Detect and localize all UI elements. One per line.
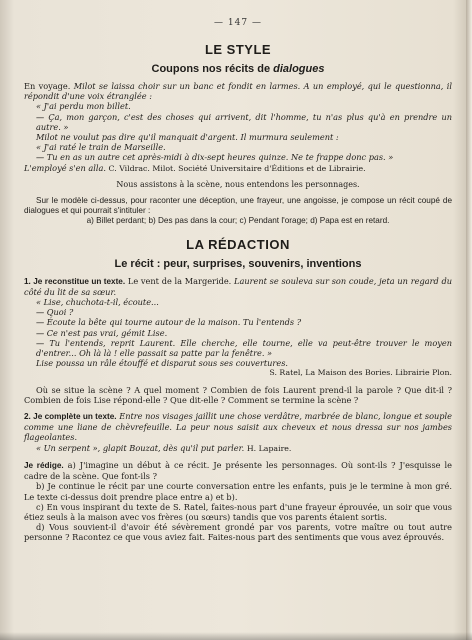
page-shadow bbox=[0, 632, 472, 640]
page-edge bbox=[466, 0, 472, 640]
style-dialogue-line: « J'ai raté le train de Marseille. bbox=[36, 142, 166, 153]
ex1-dialogue-line: — Tu l'entends, reprit Laurent. Elle cherche, elle tourne, elle va peut-être trouver le moyen d'entrer... Oh là là ! elle passait sa patte par la fenêtre. » bbox=[36, 337, 452, 359]
redige-d: d) Vous souvient-il d'avoir été sévèrement grondé par vos parents, votre maître ou tout autre personne ? Racontez ce que vous aviez fait. Faites-nous part des sentiments que vous avez éprouvés. bbox=[24, 522, 452, 543]
ex2-quote: « Un serpent », glapit Bouzat, dès qu'il put parler. bbox=[36, 442, 245, 453]
redige-para bbox=[24, 460, 452, 481]
ex2-source: H. Lapaire. bbox=[246, 443, 292, 453]
redaction-title: LA RÉDACTION bbox=[186, 236, 290, 252]
ex1-dialogue-line: « Lise, chuchota-t-il, écoute... bbox=[36, 297, 159, 308]
redaction-subtitle: Le récit : peur, surprises, souvenirs, inventions bbox=[114, 257, 362, 270]
style-exercise: Sur le modèle ci-dessus, pour raconter une déception, une frayeur, une angoisse, je compose un récit coupé de dialogues et qui pourrait s'intituler : bbox=[24, 196, 452, 216]
style-title: LE STYLE bbox=[204, 42, 272, 57]
ex2-body: Entre nos visages jaillit une chose verdâtre, marbrée de blanc, longue et souple comme une liane de chèvrefeuille. La peur nous saisit aux cheveux et nous dressa sur nos jambes flageolantes. bbox=[24, 411, 452, 443]
style-dialogue-line: Milot ne voulut pas dire qu'il manquait d'argent. Il murmura seulement : bbox=[36, 132, 339, 143]
ex2-text bbox=[24, 411, 452, 443]
ex1-source: S. Ratel, La Maison des Bories. Librairie Plon. bbox=[269, 368, 452, 378]
style-dialogue-line: — Ça, mon garçon, c'est des choses qui arrivent, dit l'homme, tu n'as plus qu'à en prendre un autre. » bbox=[36, 111, 452, 132]
style-subtitle-text: Coupons nos récits de bbox=[151, 63, 274, 75]
style-dialogue-line: — Tu en as un autre cet après-midi à dix-sept heures quinze. Ne te frappe donc pas. » bbox=[36, 152, 394, 163]
style-subtitle-italic: dialogues bbox=[273, 63, 325, 75]
ex1-dialogue-line: — Ce n'est pas vrai, gémit Lise. bbox=[36, 327, 168, 338]
style-intro-lead: En voyage. bbox=[24, 81, 74, 91]
page-content bbox=[24, 18, 452, 543]
ex1-questions: Où se situe la scène ? A quel moment ? Combien de fois Laurent prend-il la parole ? Que dit-il ? Combien de fois Lise répond-elle ? Que dit-elle ? Comment se termine la scène ? bbox=[24, 384, 452, 405]
redige-heading: Je rédige. bbox=[24, 460, 64, 470]
style-intro-text: Milot se laissa choir sur un banc et fondit en larmes. A un employé, qui le questionna, il répondit d'une voix étranglée : bbox=[24, 81, 452, 102]
style-options: a) Billet perdant; b) Des pas dans la cour; c) Pendant l'orage; d) Papa est en retard. bbox=[86, 216, 390, 226]
style-source: C. Vildrac. Milot. Société Universitaire d'Éditions et de Librairie. bbox=[108, 163, 366, 173]
style-closing-text: L'employé s'en alla. bbox=[24, 162, 106, 173]
ex1-text: Laurent se souleva sur son coude, jeta un regard du côté du lit de sa sœur. bbox=[24, 275, 452, 297]
style-closing bbox=[24, 163, 452, 174]
ex2-heading: 2. Je complète un texte. bbox=[24, 412, 117, 422]
ex2-quote-line bbox=[24, 443, 452, 454]
style-intro bbox=[24, 81, 452, 101]
style-dialogue-line: « J'ai perdu mon billet. bbox=[36, 101, 131, 112]
ex1-dialogue-line: — Écoute la bête qui tourne autour de la maison. Tu l'entends ? bbox=[36, 317, 302, 328]
style-subtitle bbox=[24, 63, 452, 75]
ex1-dialogue-line: — Quoi ? bbox=[36, 307, 74, 318]
redige-b: b) Je continue le récit par une courte conversation entre les enfants, puis je le termine à mon gré. Le texte ci-dessus doit prendre place entre a) et b). bbox=[24, 481, 452, 502]
ex1-heading: 1. Je reconstitue un texte. bbox=[24, 276, 126, 286]
redige-a: a) J'imagine un début à ce récit. Je présente les personnages. Où sont-ils ? J'esquisse le cadre de la scène. Que font-ils ? bbox=[24, 459, 452, 482]
page-number: — 147 — bbox=[214, 18, 262, 28]
redige-c: c) En vous inspirant du texte de S. Ratel, faites-nous part d'une frayeur éprouvée, un soir que vous étiez seuls à la maison avec vos frères (ou sœurs) tandis que vos parents étaient sortis. bbox=[24, 501, 452, 522]
ex1-lead: Le vent de la Margeride. bbox=[125, 275, 235, 286]
style-note: Nous assistons à la scène, nous entendons les personnages. bbox=[116, 179, 360, 189]
ex1-dialogue-line: Lise poussa un râle étouffé et disparut sous ses couvertures. bbox=[36, 358, 288, 369]
ex1-intro bbox=[24, 276, 452, 297]
